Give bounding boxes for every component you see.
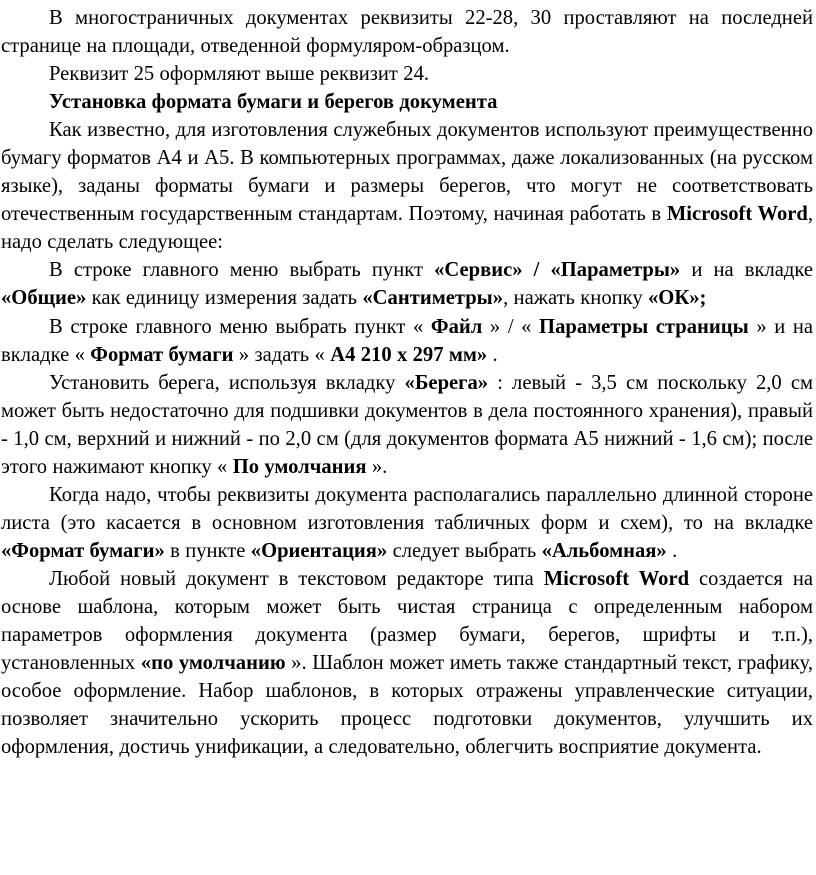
heading-text: Установка формата бумаги и берегов документа (49, 91, 498, 114)
bold-run: «по умолчанию (140, 652, 286, 675)
text-run: создается на основе шаблона, которым может быть чистая страница с определенным набором параметров оформления документа (размер бумаги, берегов, шрифты и т.п.), установленных (1, 567, 813, 675)
text-run: в пункте (164, 539, 251, 562)
bold-run: Параметры страницы (539, 315, 749, 338)
paragraph-templates (1, 565, 813, 761)
text-run: Установить берега, используя вкладку (49, 371, 405, 394)
text-run: . (487, 343, 498, 366)
text-run: . (666, 539, 678, 562)
bold-run: По умолчания (232, 455, 367, 478)
bold-run: Формат бумаги (90, 343, 234, 366)
paragraph-step-page-setup (1, 313, 813, 369)
text-run: » задать « (233, 343, 331, 366)
text-run: , нажать кнопку (503, 287, 648, 310)
bold-run: «Альбомная» (541, 539, 667, 562)
text-run: и на вкладке (680, 259, 813, 282)
paragraph-paper-formats (1, 116, 813, 256)
bold-run: «Сервис» / «Параметры» (434, 259, 681, 282)
text-run: В строке главного меню выбрать пункт « (49, 315, 431, 338)
text-run: Любой новый документ в текстовом редакторе типа (49, 567, 544, 590)
bold-run: Microsoft Word (543, 567, 690, 590)
bold-run: Файл (430, 315, 483, 338)
bold-run: «Берега» (404, 371, 489, 394)
text-run: , надо сделать следующее: (1, 203, 814, 254)
text-run: ». Шаблон может иметь также стандартный текст, графику, особое оформление. Набор шаблонов, в которых отражены управленческие ситуации, позволяет значительно ускорить процесс подготовки документов, улучшить их оформления, достичь унификации, а следовательно, облегчить восприятие документа. (1, 652, 813, 759)
bold-run: «Сантиметры» (362, 287, 504, 310)
paragraph-multipage-requisites (1, 4, 813, 60)
paragraph-requisite-25 (1, 60, 813, 88)
text-run: следует выбрать (387, 539, 542, 562)
paragraph-orientation (1, 481, 813, 565)
text-run: Как известно, для изготовления служебных документов используют преимущественно бумагу форматов А4 и А5. В компьютерных программах, даже локализованных (на русском языке), заданы форматы бумаги и размеры берегов, что могут не соответствовать отечественным государственным стандартам. Поэтому, начиная работать в (1, 119, 813, 226)
text-run: Реквизит 25 оформляют выше реквизит 24. (49, 63, 430, 86)
bold-run: А4 210 х 297 мм» (330, 343, 488, 366)
bold-run: Microsoft Word (666, 203, 808, 226)
text-run: В многостраничных документах реквизиты 22-28, 30 проставляют на последней странице на площади, отведенной формуляром-образцом. (1, 7, 813, 58)
text-run: ». (366, 455, 388, 478)
paragraph-step-margins (1, 369, 813, 481)
bold-run: «Формат бумаги» (1, 539, 165, 562)
text-run: : левый - 3,5 см поскольку 2,0 см может быть недостаточно для подшивки документов в дела постоянного хранения), правый - 1,0 см, верхний и нижний - по 2,0 см (для документов формата А5 нижний - 1,6 см); после этого нажимают кнопку « (1, 371, 813, 478)
text-run: В строке главного меню выбрать пункт (49, 259, 435, 282)
text-run: » / « (482, 315, 540, 338)
paragraph-step-service-options (1, 256, 813, 312)
bold-run: «ОК»; (648, 287, 707, 310)
section-heading (1, 88, 813, 116)
text-run: » и на вкладке « (1, 315, 813, 366)
text-run: как единицу измерения задать (86, 287, 363, 310)
bold-run: «Общие» (1, 287, 87, 310)
bold-run: «Ориентация» (250, 539, 388, 562)
text-run: Когда надо, чтобы реквизиты документа располагались параллельно длинной стороне листа (это касается в основном изготовления табличных форм и схем), то на вкладке (1, 483, 813, 534)
